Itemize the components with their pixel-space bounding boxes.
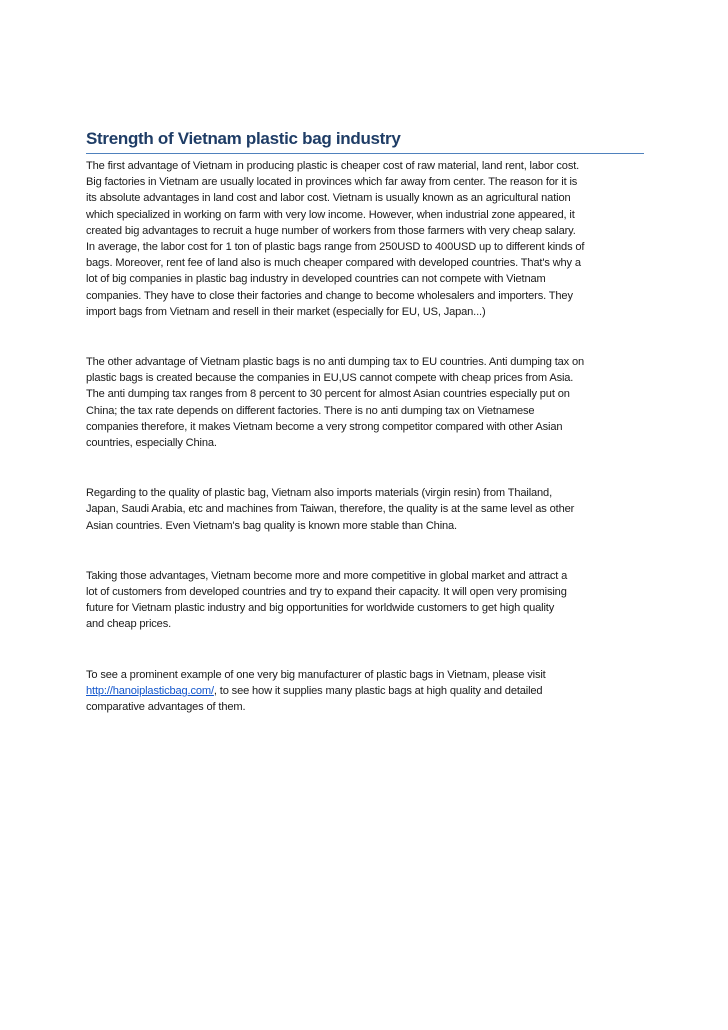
paragraph-labor-cost: The first advantage of Vietnam in producing plastic is cheaper cost of raw material, land rent, labor cost. Big factories in Vietnam are usually located in provinces which far away from center. The reason for it is its absolute advantages in land cost and labor cost. Vietnam is usually known as an agricultural nation which specialized in working on farm with very low income. However, when industrial zone appeared, it created big advantages to recruit a huge number of workers from those farmers with very cheap salary. In average, the labor cost for 1 ton of plastic bags range from 250USD to 400USD up to different kinds of bags. Moreover, rent fee of land also is much cheaper compared with developed countries. That's why a lot of big companies in plastic bag industry in developed countries can not compete with Vietnam companies. They have to close their factories and change to become wholesalers and importers. They import bags from Vietnam and resell in their market (especially for EU, US, Japan...) — [86, 160, 585, 318]
paragraph-spacer — [86, 534, 646, 568]
paragraph-anti-dumping: The other advantage of Vietnam plastic bags is no anti dumping tax to EU countries. Anti dumping tax on plastic bags is created because the companies in EU,US cannot compete with cheap prices from Asia. The anti dumping tax ranges from 8 percent to 30 percent for almost Asian countries especially put on China; the tax rate depends on different factories. There is no anti dumping tax on Vietnamese companies therefore, it makes Vietnam become a very strong competitor compared with other Asian countries, especially China. — [86, 356, 585, 450]
paragraph-closing — [86, 667, 646, 716]
paragraph-spacer — [86, 320, 646, 354]
paragraph-quality: Regarding to the quality of plastic bag, Vietnam also imports materials (virgin resin) from Thailand, Japan, Saudi Arabia, etc and machines from Taiwan, therefore, the quality is at the same level as other Asian countries. Even Vietnam's bag quality is known more stable than China. — [86, 487, 575, 532]
closing-text-after-link: , to see how it supplies many plastic bags at high quality and detailed comparative advantages of them. — [86, 684, 543, 714]
closing-text-before-link: To see a prominent example of one very big manufacturer of plastic bags in Vietnam, please visit — [86, 668, 546, 681]
document-page — [86, 128, 646, 715]
document-title: Strength of Vietnam plastic bag industry — [86, 129, 401, 148]
title-underline-rule — [86, 153, 644, 154]
paragraph-spacer — [86, 451, 646, 485]
paragraph-spacer — [86, 633, 646, 667]
paragraph-competitiveness: Taking those advantages, Vietnam become more and more competitive in global market and attract a lot of customers from developed countries and try to expand their capacity. It will open very promising future for Vietnam plastic industry and big opportunities for worldwide customers to get high quality and cheap prices. — [86, 569, 568, 631]
manufacturer-website-link[interactable]: http://hanoiplasticbag.com/ — [86, 684, 214, 697]
